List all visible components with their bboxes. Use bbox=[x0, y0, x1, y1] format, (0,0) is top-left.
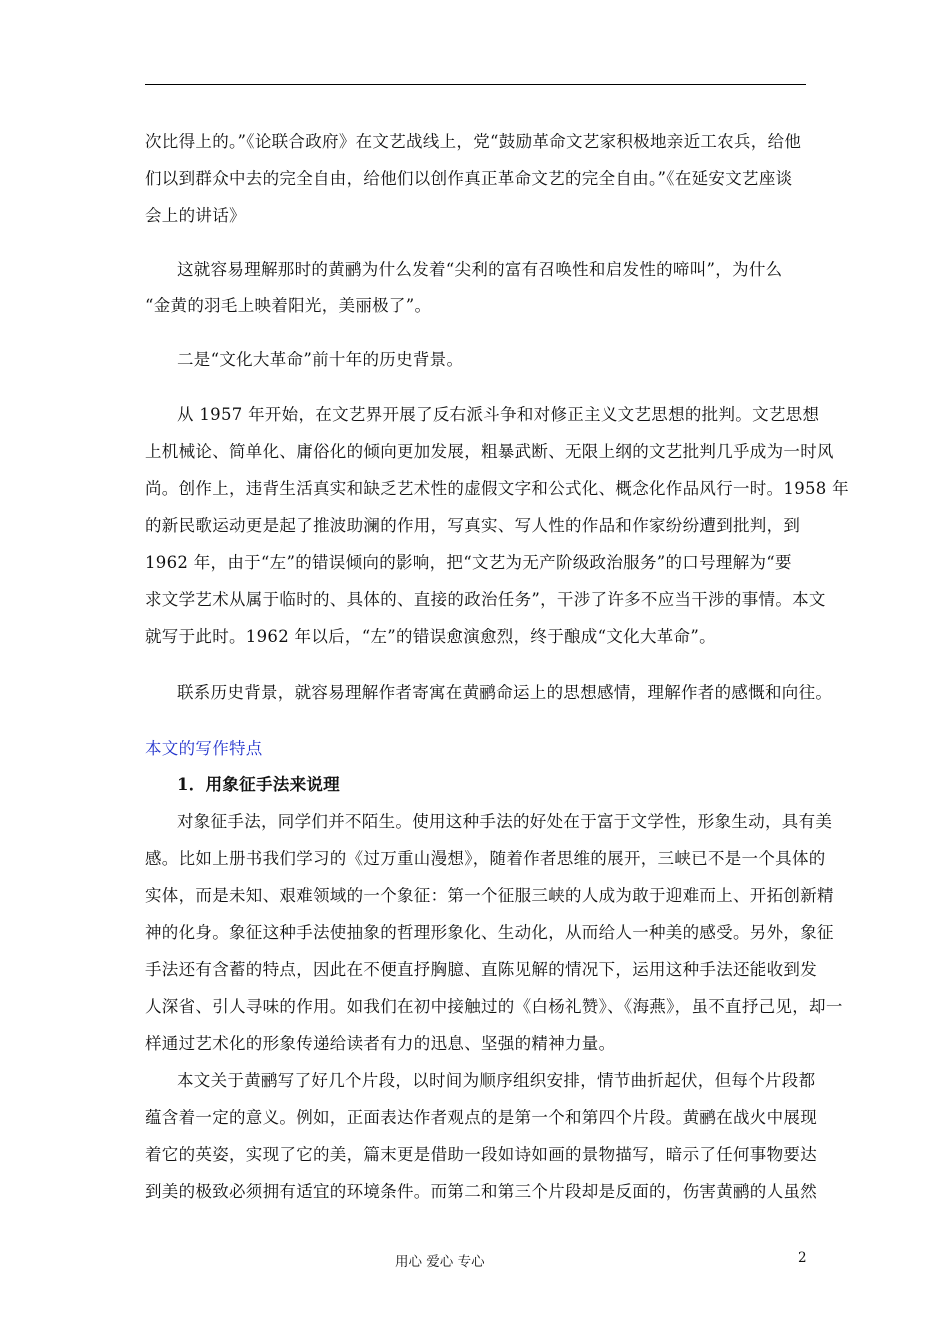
body-line: 1962 年，由于“左”的错误倾向的影响，把“文艺为无产阶级政治服务”的口号理解为“要 bbox=[145, 553, 792, 572]
footer-motto: 用心 爱心 专心 bbox=[395, 1254, 485, 1270]
body-line: 这就容易理解那时的黄鹂为什么发着“尖利的富有召唤性和启发性的啼叫”，为什么 bbox=[177, 260, 783, 279]
body-line: 手法还有含蓄的特点，因此在不便直抒胸臆、直陈见解的情况下，运用这种手法还能收到发 bbox=[145, 960, 817, 979]
body-line: 会上的讲话》 bbox=[145, 206, 246, 225]
page-number: 2 bbox=[798, 1250, 807, 1266]
body-line: 二是“文化大革命”前十年的历史背景。 bbox=[177, 350, 464, 369]
body-line: 求文学艺术从属于临时的、具体的、直接的政治任务”，干涉了许多不应当干涉的事情。本文 bbox=[145, 590, 826, 609]
body-line: 人深省、引人寻味的作用。如我们在初中接触过的《白杨礼赞》、《海燕》，虽不直抒己见，却一 bbox=[145, 997, 843, 1016]
section-heading: 本文的写作特点 bbox=[145, 739, 263, 758]
body-line: 样通过艺术化的形象传递给读者有力的迅息、坚强的精神力量。 bbox=[145, 1034, 616, 1053]
body-line: 感。比如上册书我们学习的《过万重山漫想》，随着作者思维的展开，三峡已不是一个具体的 bbox=[145, 849, 826, 868]
header-rule bbox=[145, 84, 806, 85]
subsection-heading: 1．用象征手法来说理 bbox=[177, 775, 340, 794]
body-line: 尚。创作上，违背生活真实和缺乏艺术性的虚假文字和公式化、概念化作品风行一时。1958 年 bbox=[145, 479, 849, 498]
body-line: 对象征手法，同学们并不陌生。使用这种手法的好处在于富于文学性，形象生动，具有美 bbox=[177, 812, 833, 831]
body-line: 实体，而是未知、艰难领域的一个象征：第一个征服三峡的人成为敢于迎难而上、开拓创新精 bbox=[145, 886, 834, 905]
body-line: 就写于此时。1962 年以后，“左”的错误愈演愈烈，终于酿成“文化大革命”。 bbox=[145, 627, 716, 646]
body-line: 神的化身。象征这种手法使抽象的哲理形象化、生动化，从而给人一种美的感受。另外，象征 bbox=[145, 923, 834, 942]
body-line: 到美的极致必须拥有适宜的环境条件。而第二和第三个片段却是反面的，伤害黄鹂的人虽然 bbox=[145, 1182, 817, 1201]
body-line: 次比得上的。”《论联合政府》在文艺战线上，党“鼓励革命文艺家积极地亲近工农兵，给他 bbox=[145, 132, 802, 151]
body-line: 上机械论、简单化、庸俗化的倾向更加发展，粗暴武断、无限上纲的文艺批判几乎成为一时风 bbox=[145, 442, 834, 461]
body-line: 们以到群众中去的完全自由，给他们以创作真正革命文艺的完全自由。”《在延安文艺座谈 bbox=[145, 169, 793, 188]
body-line: 着它的英姿，实现了它的美，篇末更是借助一段如诗如画的景物描写，暗示了任何事物要达 bbox=[145, 1145, 817, 1164]
body-line: 本文关于黄鹂写了好几个片段，以时间为顺序组织安排，情节曲折起伏，但每个片段都 bbox=[177, 1071, 816, 1090]
body-line: 从 1957 年开始，在文艺界开展了反右派斗争和对修正主义文艺思想的批判。文艺思想 bbox=[177, 405, 820, 424]
body-line: 联系历史背景，就容易理解作者寄寓在黄鹂命运上的思想感情，理解作者的感慨和向往。 bbox=[177, 683, 833, 702]
body-line: 蕴含着一定的意义。例如，正面表达作者观点的是第一个和第四个片段。黄鹂在战火中展现 bbox=[145, 1108, 817, 1127]
body-line: “金黄的羽毛上映着阳光，美丽极了”。 bbox=[145, 296, 432, 315]
body-line: 的新民歌运动更是起了推波助澜的作用，写真实、写人性的作品和作家纷纷遭到批判，到 bbox=[145, 516, 801, 535]
